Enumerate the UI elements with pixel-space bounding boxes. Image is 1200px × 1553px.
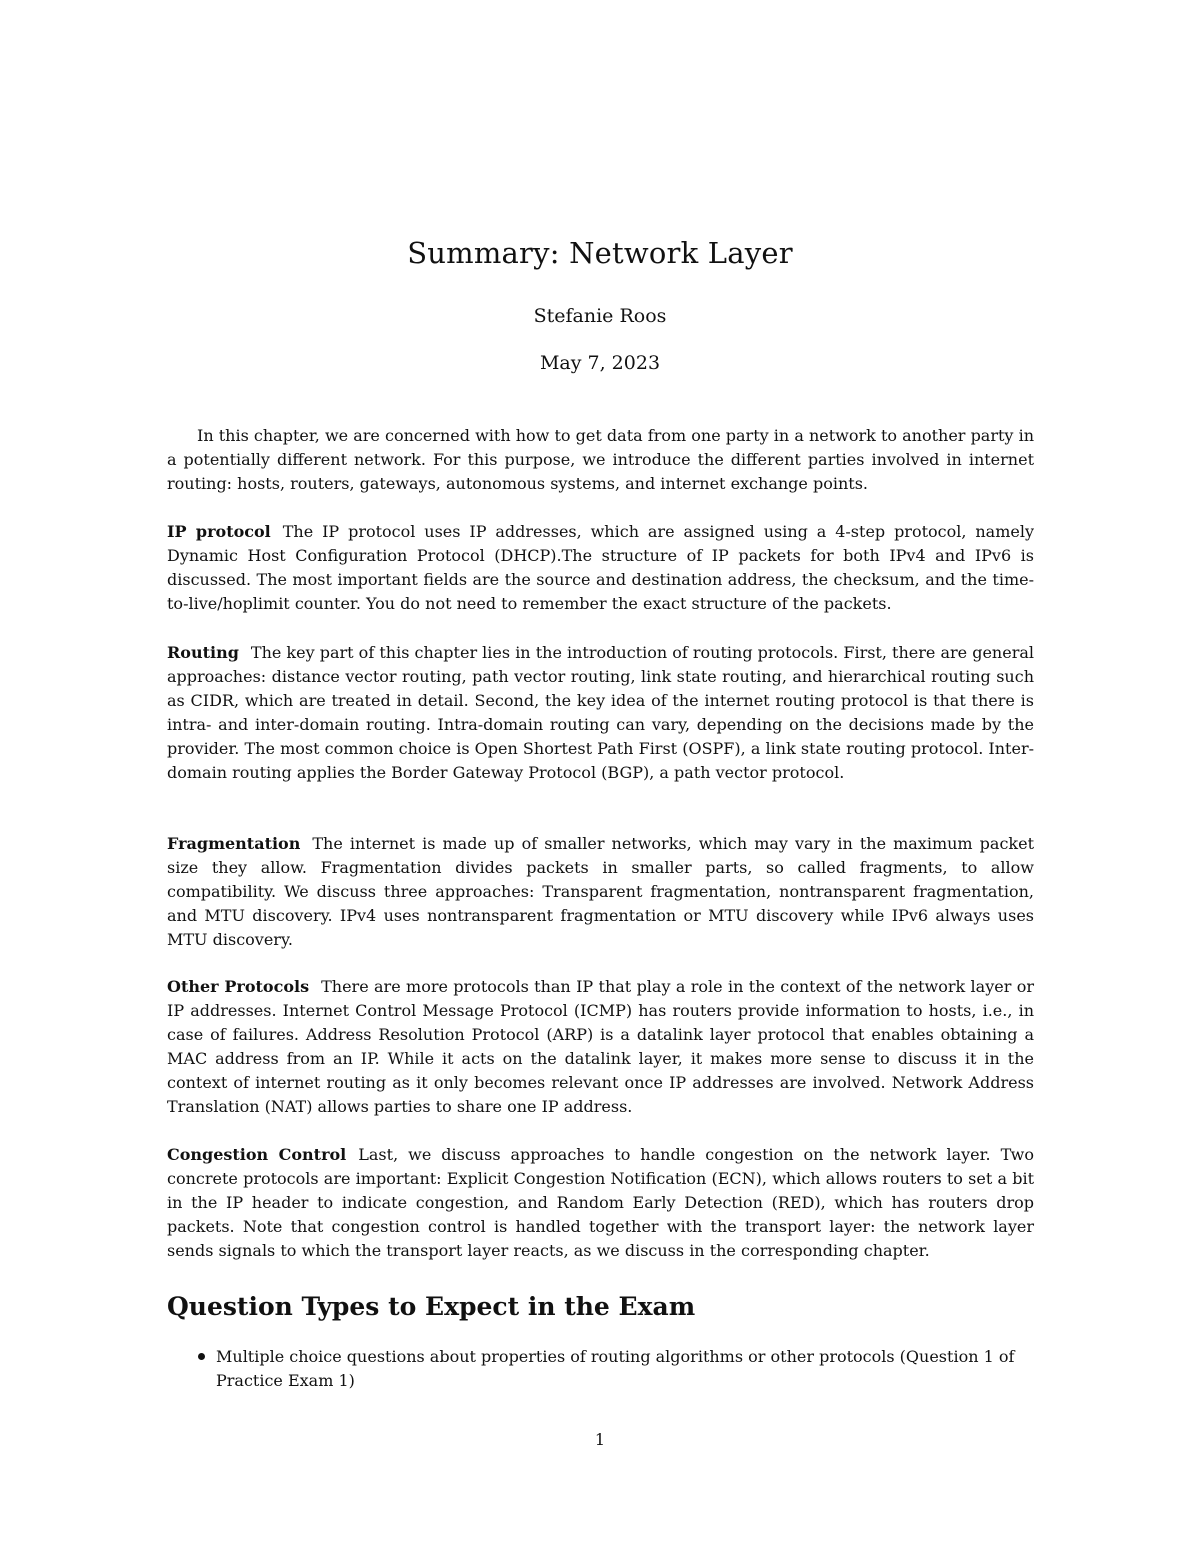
document-title: Summary: Network Layer — [407, 236, 793, 270]
section-text: The key part of this chapter lies in the introduction of routing protocols. First, there are general approaches: distance vector routing, path vector routing, link state routing, and hierarchical routing such as CIDR, which are treated in detail. Second, the key idea of the internet routing protocol is that there is intra- and inter-domain routing. Intra-domain routing can vary, depending on the decisions made by the provider. The most common choice is Open Shortest Path First (OSPF), a link state routing protocol. Inter-domain routing applies the Border Gateway Protocol (BGP), a path vector protocol. — [167, 643, 1034, 783]
exam-section-heading: Question Types to Expect in the Exam — [167, 1292, 696, 1321]
section-text: The internet is made up of smaller networks, which may vary in the maximum packet size they allow. Fragmentation divides packets in smaller parts, so called fragments, to allow compatibility. We discuss three approaches: Transparent fragmentation, nontransparent fragmentation, and MTU discovery. IPv4 uses nontransparent fragmentation or MTU discovery while IPv6 always uses MTU discovery. — [167, 834, 1034, 950]
page-number: 1 — [594, 1430, 606, 1449]
section-fragmentation — [167, 832, 1034, 952]
section-other-protocols — [167, 975, 1034, 1120]
section-text: The IP protocol uses IP addresses, which are assigned using a 4-step protocol, namely Dynamic Host Configuration Protocol (DHCP).The structure of IP packets for both IPv4 and IPv6 is discussed. The most important fields are the source and destination address, the checksum, and the time-to-live/hoplimit counter. You do not need to remember the exact structure of the packets. — [167, 522, 1034, 614]
section-text: Last, we discuss approaches to handle congestion on the network layer. Two concrete protocols are important: Explicit Congestion Notification (ECN), which allows routers to set a bit in the IP header to indicate congestion, and Random Early Detection (RED), which has routers drop packets. Note that congestion control is handled together with the transport layer: the network layer sends signals to which the transport layer reacts, as we discuss in the corresponding chapter. — [167, 1145, 1034, 1261]
section-heading: Routing — [167, 643, 239, 662]
section-routing — [167, 641, 1034, 786]
list-item-text: Multiple choice questions about properties of routing algorithms or other protocols (Question 1 of Practice Exam 1) — [216, 1347, 1015, 1391]
section-heading: Fragmentation — [167, 834, 301, 853]
list-item — [167, 1345, 1034, 1393]
bullet-icon — [198, 1353, 205, 1360]
section-heading: Other Protocols — [167, 977, 310, 996]
section-ip-protocol — [167, 520, 1034, 616]
section-heading: Congestion Control — [167, 1145, 347, 1164]
section-text: There are more protocols than IP that play a role in the context of the network layer or IP addresses. Internet Control Message Protocol (ICMP) has routers provide information to hosts, i.e., in case of failures. Address Resolution Protocol (ARP) is a datalink layer protocol that enables obtaining a MAC address from an IP. While it acts on the datalink layer, it makes more sense to discuss it in the context of internet routing as it only becomes relevant once IP addresses are involved. Network Address Translation (NAT) allows parties to share one IP address. — [167, 977, 1035, 1117]
section-congestion-control — [167, 1143, 1034, 1263]
document-date: May 7, 2023 — [539, 352, 661, 374]
document-author: Stefanie Roos — [533, 305, 667, 327]
exam-question-list — [167, 1345, 1034, 1393]
intro-paragraph: In this chapter, we are concerned with how to get data from one party in a network to another party in a potentially different network. For this purpose, we introduce the different parties involved in internet routing: hosts, routers, gateways, autonomous systems, and internet exchange points. — [167, 426, 1034, 494]
section-heading: IP protocol — [167, 522, 271, 541]
